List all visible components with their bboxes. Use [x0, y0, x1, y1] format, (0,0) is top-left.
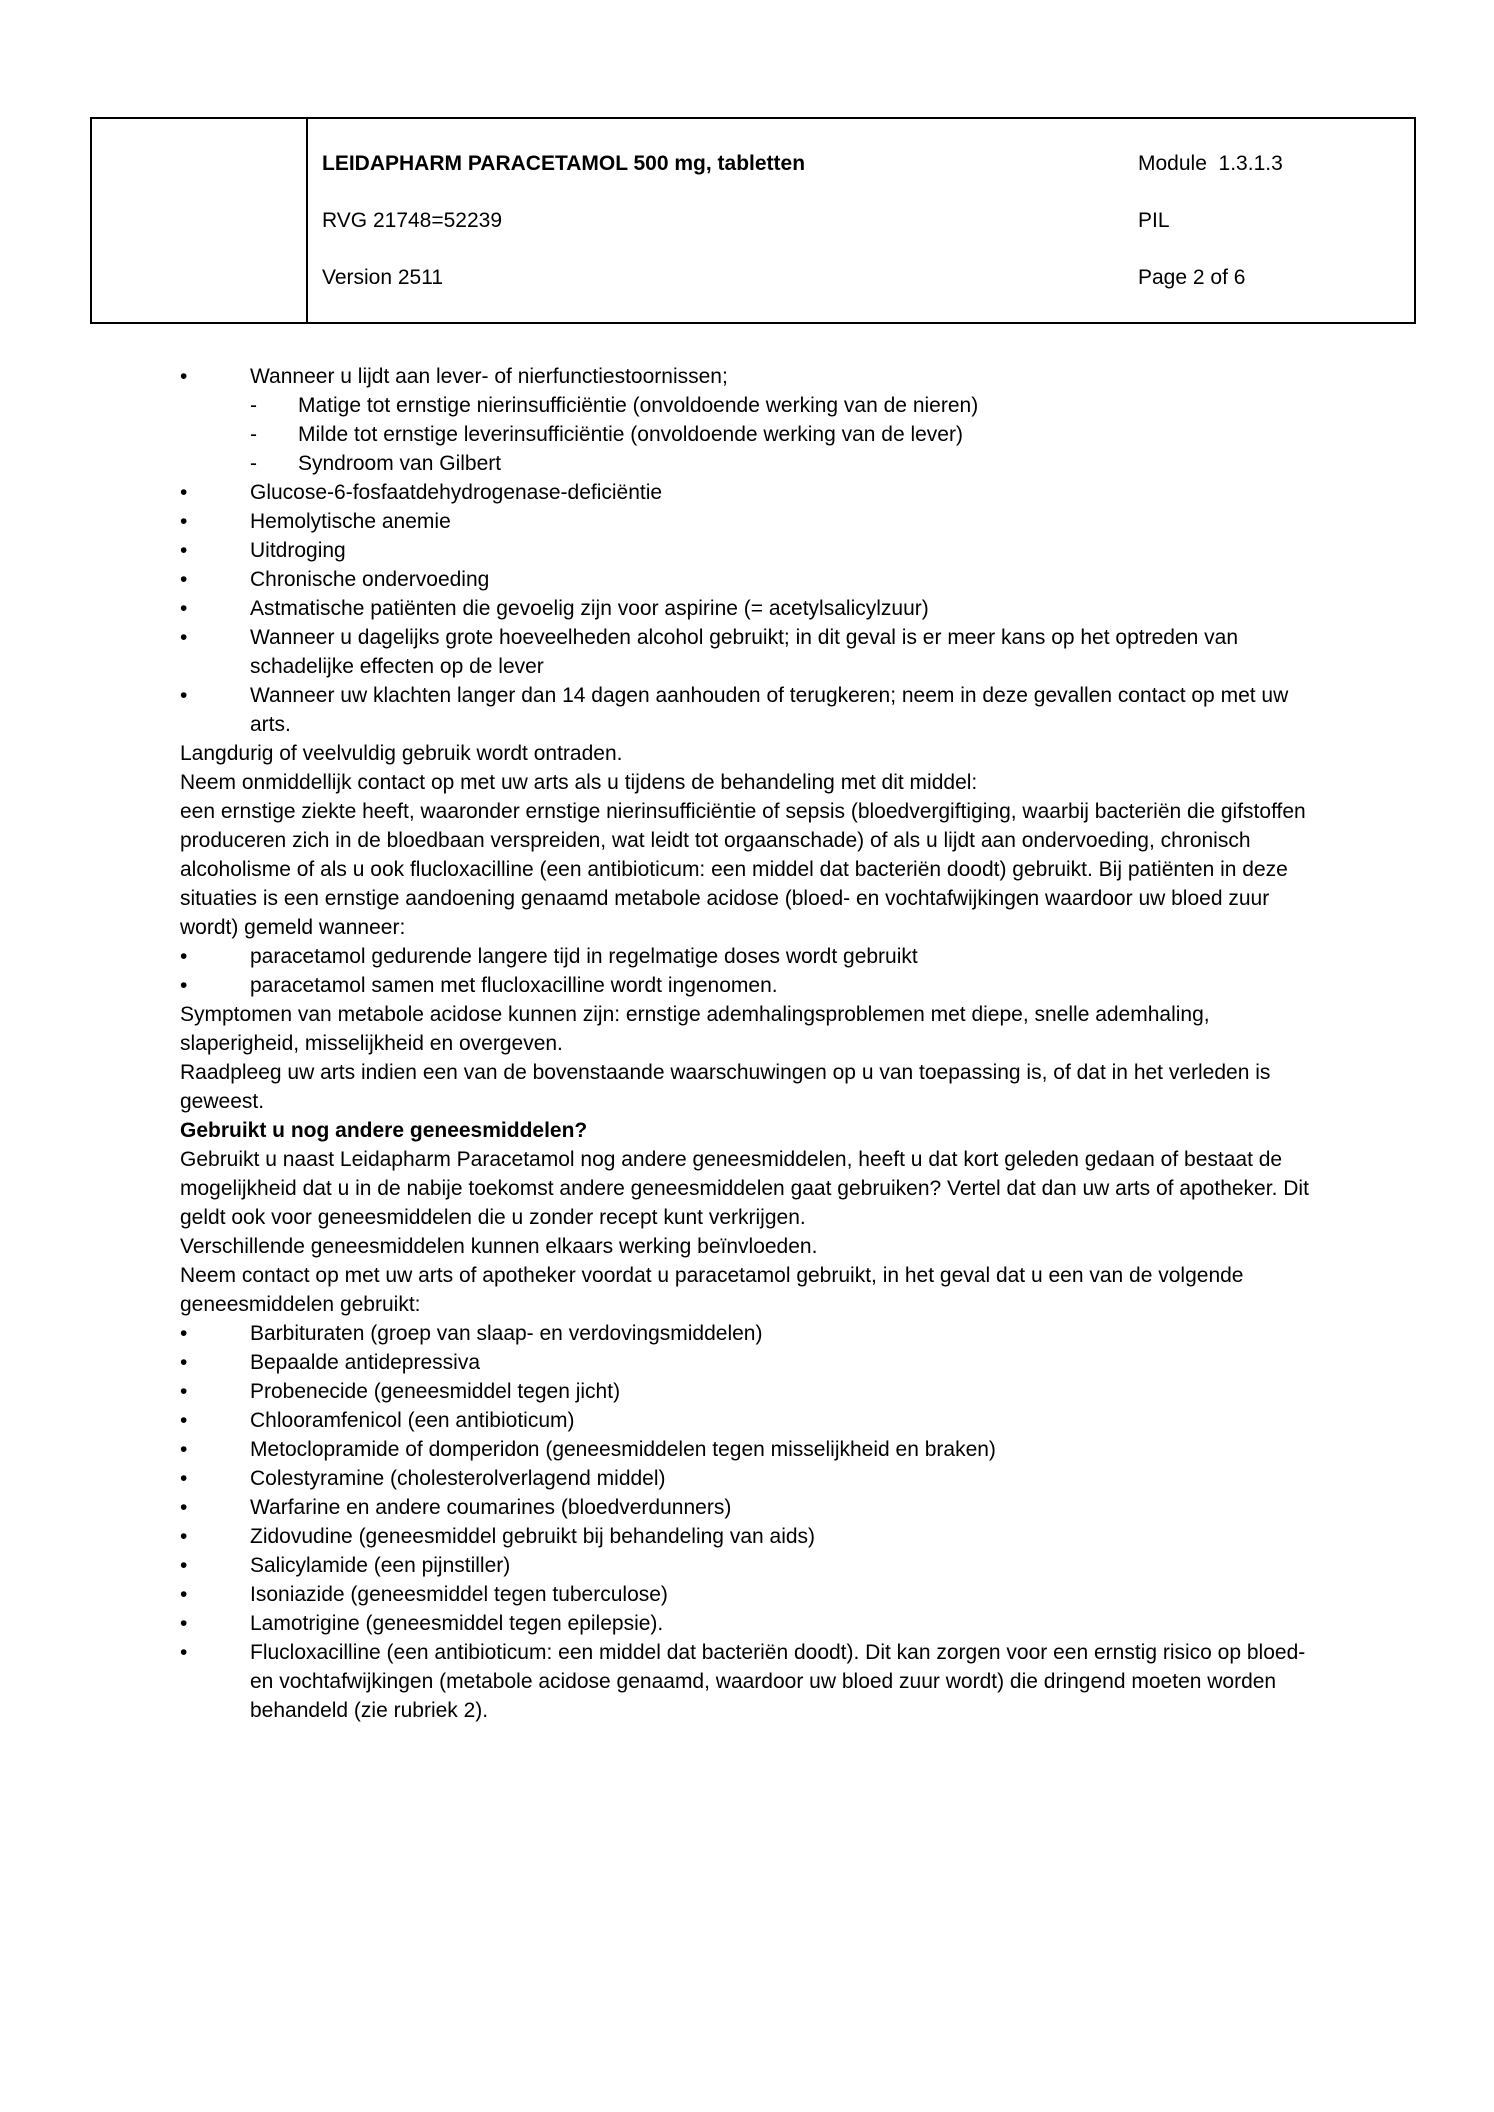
- bullet-icon: •: [180, 1438, 188, 1461]
- list-item-text: Bepaalde antidepressiva: [250, 1351, 480, 1374]
- bullet-icon: •: [180, 1525, 188, 1548]
- bullet-icon: •: [180, 597, 188, 620]
- list-item: [180, 362, 1312, 391]
- list-item: [180, 1348, 1312, 1377]
- paragraph: Langdurig of veelvuldig gebruik wordt ontraden.: [180, 742, 623, 765]
- bullet-icon: •: [180, 1467, 188, 1490]
- list-item-text: paracetamol samen met flucloxacilline wordt ingenomen.: [250, 974, 778, 997]
- paragraph: Symptomen van metabole acidose kunnen zijn: ernstige ademhalingsproblemen met diepe, snelle ademhaling, slaperigheid, misselijkheid en overgeven.: [180, 1003, 1210, 1055]
- list-item: [180, 565, 1312, 594]
- section-heading: Gebruikt u nog andere geneesmiddelen?: [180, 1119, 588, 1142]
- bullet-icon: •: [180, 1380, 188, 1403]
- list-item: [180, 971, 1312, 1000]
- version-label: Version 2511: [322, 266, 444, 289]
- paragraph: Raadpleeg uw arts indien een van de bovenstaande waarschuwingen op u van toepassing is, of dat in het verleden is geweest.: [180, 1061, 1271, 1113]
- list-item-text: Chronische ondervoeding: [250, 568, 490, 591]
- rvg-number: RVG 21748=52239: [322, 209, 503, 232]
- page-number: Page 2 of 6: [1138, 266, 1246, 289]
- list-item-text: Hemolytische anemie: [250, 510, 451, 533]
- sub-list-item: [180, 449, 1312, 478]
- medicines-list: [180, 1319, 1312, 1725]
- sub-list-item: [180, 420, 1312, 449]
- list-item: [180, 1435, 1312, 1464]
- list-item: [180, 594, 1312, 623]
- list-item: [180, 1319, 1312, 1348]
- bullet-icon: •: [180, 945, 188, 968]
- bullet-icon: •: [180, 1409, 188, 1432]
- bullet-icon: •: [180, 974, 188, 997]
- bullet-icon: •: [180, 1322, 188, 1345]
- list-item-text: Isoniazide (geneesmiddel tegen tuberculose): [250, 1583, 668, 1606]
- list-item: [180, 507, 1312, 536]
- list-item-text: Metoclopramide of domperidon (geneesmiddelen tegen misselijkheid en braken): [250, 1438, 996, 1461]
- list-item-text: Lamotrigine (geneesmiddel tegen epilepsie).: [250, 1612, 664, 1635]
- list-item: [180, 1580, 1312, 1609]
- document-body: [180, 362, 1312, 1725]
- list-item-text: Flucloxacilline (een antibioticum: een middel dat bacteriën doodt). Dit kan zorgen voor een ernstig risico op bloed- en vochtafwijkingen (metabole acidose genaamd, waardoor uw bloed zuur wordt) die dringend moeten worden behandeld (zie rubriek 2).: [250, 1641, 1306, 1722]
- list-item-text: Wanneer u lijdt aan lever- of nierfunctiestoornissen;: [250, 365, 728, 388]
- list-item-text: Zidovudine (geneesmiddel gebruikt bij behandeling van aids): [250, 1525, 816, 1548]
- bullet-icon: •: [180, 1351, 188, 1374]
- list-item: [180, 1638, 1312, 1725]
- list-item: [180, 1522, 1312, 1551]
- bullet-icon: •: [180, 539, 188, 562]
- list-item: [180, 942, 1312, 971]
- list-item-text: Astmatische patiënten die gevoelig zijn voor aspirine (= acetylsalicylzuur): [250, 597, 929, 620]
- bullet-icon: •: [180, 1496, 188, 1519]
- paragraph: Neem onmiddellijk contact op met uw arts als u tijdens de behandeling met dit middel:: [180, 771, 978, 794]
- bullet-icon: •: [180, 1583, 188, 1606]
- product-title: LEIDAPHARM PARACETAMOL 500 mg, tabletten: [322, 152, 806, 175]
- bullet-icon: •: [180, 1641, 188, 1664]
- sub-list-item-text: Syndroom van Gilbert: [298, 452, 502, 475]
- list-item: [180, 1609, 1312, 1638]
- dash-icon: -: [250, 394, 257, 417]
- bullet-icon: •: [180, 626, 188, 649]
- list-item-text: Uitdroging: [250, 539, 346, 562]
- paragraph: Neem contact op met uw arts of apotheker voordat u paracetamol gebruikt, in het geval dat u een van de volgende geneesmiddelen gebruikt:: [180, 1264, 1244, 1316]
- sub-list-item-text: Milde tot ernstige leverinsufficiëntie (onvoldoende werking van de lever): [298, 423, 963, 446]
- list-item: [180, 1377, 1312, 1406]
- list-item-text: Salicylamide (een pijnstiller): [250, 1554, 511, 1577]
- pil-label: PIL: [1138, 209, 1170, 232]
- list-item: [180, 1464, 1312, 1493]
- list-item-text: Barbituraten (groep van slaap- en verdovingsmiddelen): [250, 1322, 763, 1345]
- bullet-icon: •: [180, 1554, 188, 1577]
- list-item-text: Wanneer u dagelijks grote hoeveelheden alcohol gebruikt; in dit geval is er meer kans op het optreden van schadelijke effecten op de lever: [250, 626, 1239, 678]
- list-item: [180, 1406, 1312, 1435]
- list-item: [180, 1551, 1312, 1580]
- header-info-cell: [308, 119, 1414, 322]
- module-label: Module 1.3.1.3: [1138, 152, 1283, 175]
- warning-list: [180, 362, 1312, 768]
- list-item-text: Chlooramfenicol (een antibioticum): [250, 1409, 575, 1432]
- header-table: [90, 117, 1416, 324]
- list-item-text: Colestyramine (cholesterolverlagend middel): [250, 1467, 666, 1490]
- dash-icon: -: [250, 452, 257, 475]
- bullet-icon: •: [180, 1612, 188, 1635]
- dash-icon: -: [250, 423, 257, 446]
- paragraph: een ernstige ziekte heeft, waaronder ernstige nierinsufficiëntie of sepsis (bloedvergiftiging, waarbij bacteriën die gifstoffen produceren zich in de bloedbaan verspreiden, wat leidt tot orgaanschade) of als u lijdt aan ondervoeding, chronisch alcoholisme of als u ook flucloxacilline (een antibioticum: een middel dat bacteriën doodt) gebruikt. Bij patiënten in deze situaties is een ernstige aandoening genaamd metabole acidose (bloed- en vochtafwijkingen waardoor uw bloed zuur wordt) gemeld wanneer:: [180, 800, 1306, 939]
- header-empty-cell: [92, 119, 308, 322]
- bullet-icon: •: [180, 568, 188, 591]
- bullet-icon: •: [180, 510, 188, 533]
- paragraph: Gebruikt u naast Leidapharm Paracetamol nog andere geneesmiddelen, heeft u dat kort geleden gedaan of bestaat de mogelijkheid dat u in de nabije toekomst andere geneesmiddelen gaat gebruiken? Vertel dat dan uw arts of apotheker. Dit geldt ook voor geneesmiddelen die u zonder recept kunt verkrijgen.: [180, 1148, 1309, 1229]
- list-item: [180, 1493, 1312, 1522]
- bullet-icon: •: [180, 684, 188, 707]
- list-item: [180, 623, 1312, 681]
- paragraph: Verschillende geneesmiddelen kunnen elkaars werking beïnvloeden.: [180, 1235, 818, 1258]
- bullet-icon: •: [180, 365, 188, 388]
- sub-list-item: [180, 391, 1312, 420]
- list-item: [180, 681, 1312, 739]
- bullet-icon: •: [180, 481, 188, 504]
- list-item: [180, 478, 1312, 507]
- list-item: [180, 536, 1312, 565]
- list-item-text: paracetamol gedurende langere tijd in regelmatige doses wordt gebruikt: [250, 945, 918, 968]
- list-item-text: Wanneer uw klachten langer dan 14 dagen aanhouden of terugkeren; neem in deze gevallen contact op met uw arts.: [250, 684, 1289, 736]
- sub-list-item-text: Matige tot ernstige nierinsufficiëntie (onvoldoende werking van de nieren): [298, 394, 979, 417]
- list-item-text: Glucose-6-fosfaatdehydrogenase-deficiëntie: [250, 481, 663, 504]
- list-item-text: Warfarine en andere coumarines (bloedverdunners): [250, 1496, 732, 1519]
- list-item-text: Probenecide (geneesmiddel tegen jicht): [250, 1380, 621, 1403]
